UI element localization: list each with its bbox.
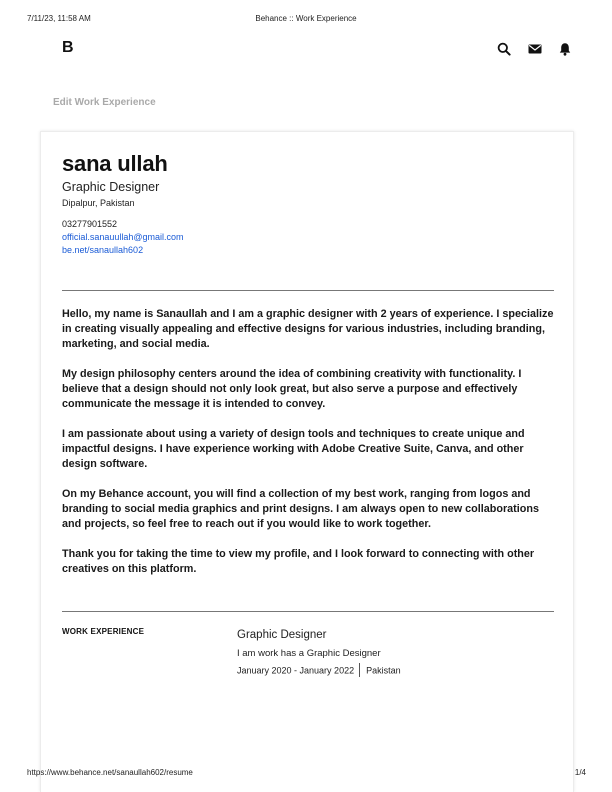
print-page-number: 1/4: [574, 768, 586, 777]
divider: [62, 290, 554, 291]
search-icon[interactable]: [497, 42, 511, 56]
job-title: Graphic Designer: [237, 629, 327, 641]
work-experience-heading: WORK EXPERIENCE: [62, 627, 145, 636]
job-meta: [237, 664, 401, 678]
meta-separator: [359, 663, 360, 677]
bio-paragraph: Hello, my name is Sanaullah and I am a graphic designer with 2 years of experience. I specialize in creating visually appealing and effective designs for various industries, including branding, marketing, and social media.: [62, 308, 554, 350]
bio-paragraph: My design philosophy centers around the idea of combining creativity with functionality. I believe that a design should not only look great, but also serve a purpose and effectively communicate the message it is intended to convey.: [62, 368, 522, 410]
bell-icon[interactable]: [558, 42, 572, 56]
print-url: https://www.behance.net/sanaullah602/resume: [27, 768, 193, 777]
print-page-title: Behance :: Work Experience: [255, 14, 357, 23]
divider: [62, 611, 554, 612]
bio-paragraph: On my Behance account, you will find a collection of my best work, ranging from logos and branding to social media graphics and print designs. I am always open to new collaborations and projects, so feel free to reach out if you would like to work together.: [62, 488, 539, 530]
edit-work-experience-link[interactable]: Edit Work Experience: [53, 97, 156, 108]
profile-email-link[interactable]: official.sanauullah@gmail.com: [62, 232, 184, 242]
print-header: [0, 14, 612, 26]
top-navigation-bar: [0, 36, 612, 64]
print-datetime: 7/11/23, 11:58 AM: [27, 14, 91, 23]
job-location: Pakistan: [366, 665, 401, 676]
profile-phone: 03277901552: [62, 219, 118, 229]
job-dates: January 2020 - January 2022: [237, 665, 355, 676]
job-description: I am work has a Graphic Designer: [237, 648, 381, 659]
mail-icon[interactable]: [528, 42, 542, 56]
profile-name: sana ullah: [62, 151, 168, 176]
print-footer: [0, 768, 612, 780]
resume-card: [40, 131, 574, 792]
bio-paragraph: Thank you for taking the time to view my profile, and I look forward to connecting with other creatives on this platform.: [62, 548, 535, 575]
behance-logo[interactable]: B: [62, 39, 74, 56]
profile-location: Dipalpur, Pakistan: [62, 198, 135, 208]
bio-paragraph: I am passionate about using a variety of design tools and techniques to create unique and impactful designs. I have experience working with Adobe Creative Suite, Canva, and other design software.: [62, 428, 525, 470]
profile-website-link[interactable]: be.net/sanaullah602: [62, 245, 144, 255]
bio-section: [62, 307, 557, 592]
profile-title: Graphic Designer: [62, 180, 160, 194]
